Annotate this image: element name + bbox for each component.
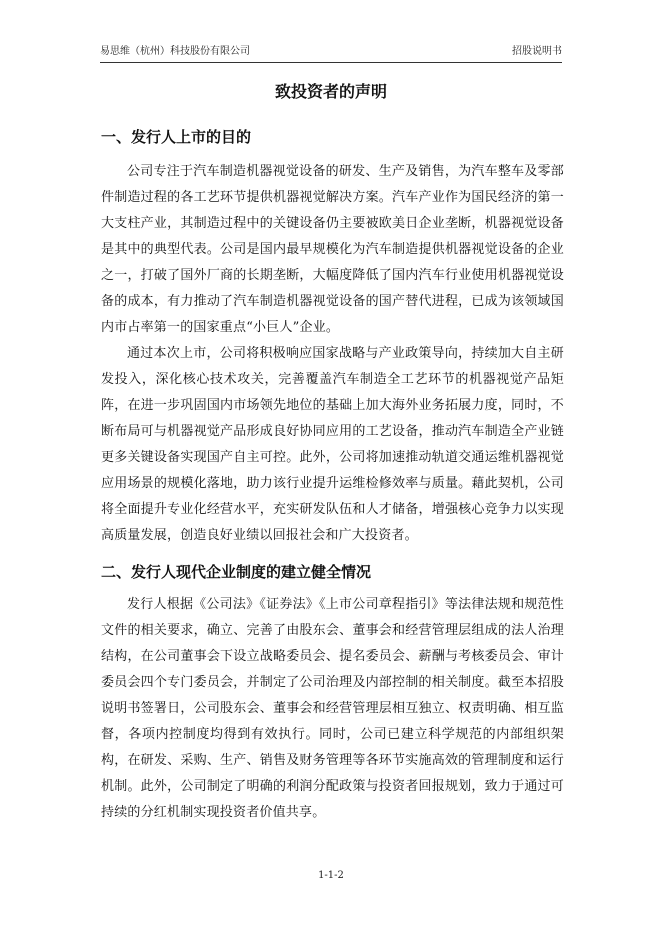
header-document-type: 招股说明书 bbox=[512, 46, 562, 57]
page-number: 1-1-2 bbox=[318, 870, 344, 881]
section-listing-purpose bbox=[101, 125, 564, 549]
body-paragraph: 通过本次上市，公司将积极响应国家战略与产业政策导向，持续加大自主研发投入，深化核心技术攻关，完善覆盖汽车制造全工艺环节的机器视觉产品矩阵，在进一步巩固国内市场领先地位的基础上加大海外业务拓展力度，同时，不断布局可与机器视觉产品形成良好协同应用的工艺设备，推动汽车制造全产业链更多关键设备实现国产自主可控。此外，公司将加速推动轨道交通运维机器视觉应用场景的规模化落地，助力该行业提升运维检修效率与质量。藉此契机，公司将全面提升专业化经营水平，充实研发队伍和人才储备，增强核心竞争力以实现高质量发展，创造良好业绩以回报社会和广大投资者。 bbox=[101, 346, 564, 543]
body-paragraph: 公司专注于汽车制造机器视觉设备的研发、生产及销售，为汽车整车及零部件制造过程的各工艺环节提供机器视觉解决方案。汽车产业作为国民经济的第一大支柱产业，其制造过程中的关键设备仍主要被欧美日企业垄断，机器视觉设备是其中的典型代表。公司是国内最早规模化为汽车制造提供机器视觉设备的企业之一，打破了国外厂商的长期垄断，大幅度降低了国内汽车行业使用机器视觉设备的成本，有力推动了汽车制造机器视觉设备的国产替代进程，已成为该领域国内市占率第一的国家重点“小巨人”企业。 bbox=[101, 164, 564, 335]
section-heading: 一、发行人上市的目的 bbox=[101, 128, 252, 146]
section-heading: 二、发行人现代企业制度的建立健全情况 bbox=[101, 563, 372, 581]
body-paragraph: 发行人根据《公司法》《证券法》《上市公司章程指引》等法律法规和规范性文件的相关要求，确立、完善了由股东会、董事会和经营管理层组成的法人治理结构，在公司董事会下设立战略委员会、提名委员会、薪酬与考核委员会、审计委员会四个专门委员会，并制定了公司治理及内部控制的相关制度。截至本招股说明书签署日，公司股东会、董事会和经营管理层相互独立、权责明确、相互监督，各项内控制度均得到有效执行。同时，公司已建立科学规范的内部组织架构，在研发、采购、生产、销售及财务管理等各环节实施高效的管理制度和运行机制。此外，公司制定了明确的利润分配政策与投资者回报规划，致力于通过可持续的分红机制实现投资者价值共享。 bbox=[101, 597, 564, 820]
section-corporate-governance bbox=[101, 560, 564, 826]
page-title: 致投资者的声明 bbox=[274, 82, 387, 101]
header-company-name: 易思维（杭州）科技股份有限公司 bbox=[100, 46, 250, 57]
page-header bbox=[100, 44, 562, 63]
